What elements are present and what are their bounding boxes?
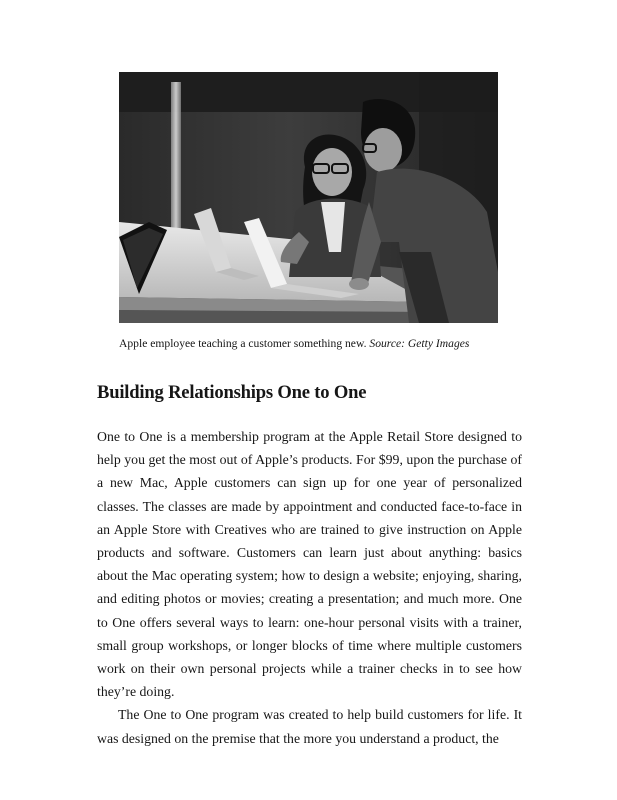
paragraph-2: The One to One program was created to help build customers for life. It was designed on the premise that the more you understand a product, the [97,707,522,746]
paragraph-1: One to One is a membership program at the Apple Retail Store designed to help you get the most out of Apple’s products. For $99, upon the purchase of a new Mac, Apple customers can sign up for one year of personalized classes. The classes are made by appointment and conducted face-to-face in an Apple Store with Creatives who are trained to give instruction on Apple products and software. Customers can learn just about anything: basics about the Mac operating system; how to design a website; enjoying, sharing, and editing photos or movies; creating a presentation; and much more. One to One offers several ways to learn: one-hour personal visits with a trainer, small group workshops, or longer blocks of time where multiple customers work on their own personal projects while a trainer checks in to see how they’re doing. [97,429,522,700]
caption-source: Source: Getty Images [369,337,470,350]
figure-caption [119,336,539,352]
body-text [97,425,522,750]
photo-apple-store [119,72,498,323]
section-heading: Building Relationships One to One [97,382,367,403]
caption-text: Apple employee teaching a customer something new. [119,337,367,350]
